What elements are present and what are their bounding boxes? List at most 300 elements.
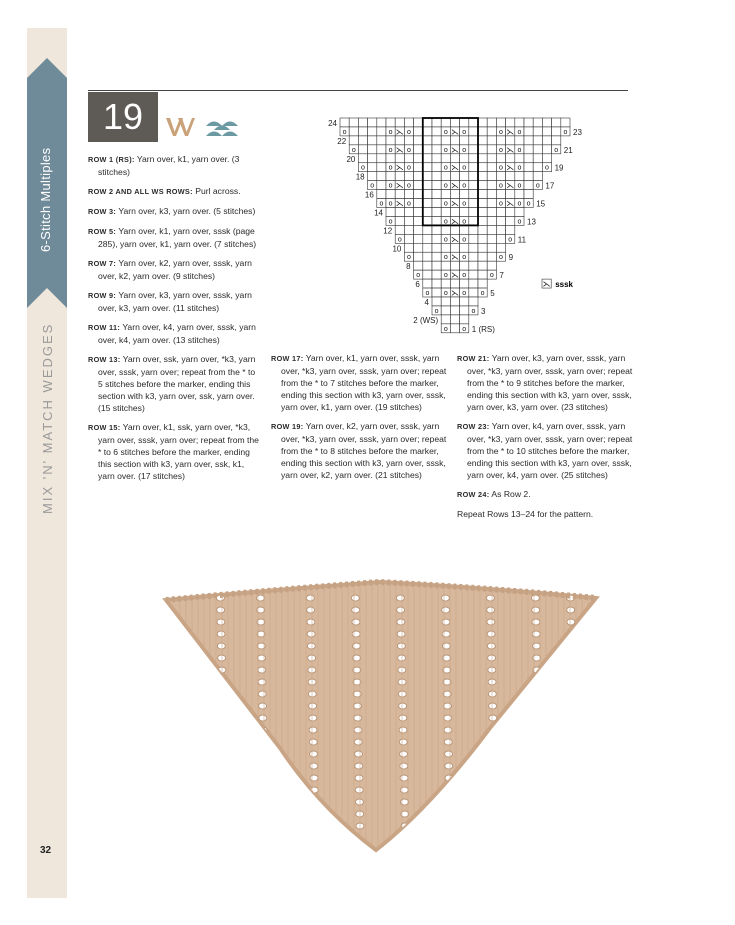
eyelet xyxy=(307,607,315,613)
chart-cell xyxy=(414,208,423,217)
eyelet xyxy=(532,619,540,625)
chart-cell xyxy=(478,136,487,145)
chart-cell xyxy=(432,172,441,181)
eyelet xyxy=(400,751,408,757)
chart-cell xyxy=(432,216,441,225)
eyelet xyxy=(220,775,228,781)
chart-cell xyxy=(368,118,377,127)
chart-cell xyxy=(404,243,413,252)
row-number: 1 (RS) xyxy=(471,324,495,334)
row-number: 17 xyxy=(545,181,555,191)
yo-symbol: o xyxy=(499,182,503,190)
yo-symbol: o xyxy=(407,182,411,190)
eyelet xyxy=(567,619,575,625)
eyelet xyxy=(352,643,360,649)
row-number: 10 xyxy=(392,244,402,254)
eyelet xyxy=(491,823,499,829)
chart-cell xyxy=(561,118,570,127)
sssk-symbol: ⋋ xyxy=(395,127,404,137)
row-label: ROW 17: xyxy=(271,354,304,363)
eyelet xyxy=(261,811,269,817)
chart-cell xyxy=(423,154,432,163)
sssk-symbol: ⋋ xyxy=(451,181,459,191)
eyelet xyxy=(352,619,360,625)
row-number: 21 xyxy=(563,145,573,155)
chart-cell xyxy=(533,118,542,127)
eyelet xyxy=(259,739,267,745)
chart-cell xyxy=(478,199,487,208)
eyelet xyxy=(442,607,450,613)
row-number: 15 xyxy=(536,199,546,209)
yo-symbol: o xyxy=(499,146,503,154)
row-number: 22 xyxy=(337,136,347,146)
row-number: 5 xyxy=(490,289,495,298)
row-number: 20 xyxy=(346,154,356,164)
chart-cell xyxy=(349,136,358,145)
chart-cell xyxy=(515,208,524,217)
row-label: ROW 13: xyxy=(88,355,121,364)
chart-cell xyxy=(386,136,395,145)
chart-cell xyxy=(404,118,413,127)
chart-cell xyxy=(460,118,469,127)
eyelet xyxy=(310,775,318,781)
chart-cell xyxy=(469,252,478,261)
instruction-row xyxy=(88,289,260,314)
chart-cell xyxy=(404,190,413,199)
eyelet xyxy=(446,811,454,817)
sssk-symbol: ⋋ xyxy=(451,199,459,208)
chart-cell xyxy=(404,136,413,145)
row-label: ROW 15: xyxy=(88,423,121,432)
chart-cell xyxy=(432,199,441,208)
chart-cell xyxy=(506,216,515,225)
eyelet xyxy=(570,763,578,769)
chart-cell xyxy=(423,136,432,145)
chart-cell xyxy=(377,118,386,127)
chart-cell xyxy=(506,225,515,234)
eyelet xyxy=(260,763,268,769)
chart-cell xyxy=(496,216,505,225)
row-number: 19 xyxy=(554,163,564,173)
eyelet xyxy=(354,715,362,721)
row-label: ROW 1 (RS): xyxy=(88,155,135,164)
yo-symbol: o xyxy=(462,218,467,226)
eyelet xyxy=(354,727,362,733)
row-label: ROW 2 AND ALL WS ROWS: xyxy=(88,187,193,196)
row-text: Yarn over, k4, yarn over, sssk, yarn over, *k3, yarn over, sssk, yarn over; repeat from the * to 10 stitches before the marker, ending this section with k3, yarn over, sssk, yarn over, k4, yarn over. (25 stitches) xyxy=(467,421,633,480)
chart-cell xyxy=(469,181,478,190)
eyelet xyxy=(442,643,450,649)
yo-symbol: o xyxy=(407,200,411,208)
instruction-row xyxy=(88,421,260,482)
sssk-symbol: ⋋ xyxy=(451,270,459,280)
chart-cell xyxy=(469,172,478,181)
chart-cell xyxy=(496,190,505,199)
yo-symbol: o xyxy=(545,164,549,172)
sssk-symbol: ⋋ xyxy=(506,163,515,173)
eyelet xyxy=(489,739,497,745)
chart-cell xyxy=(487,127,496,136)
chart-cell xyxy=(515,154,524,163)
chart-cell xyxy=(524,145,533,154)
chart-cell xyxy=(432,127,441,136)
eyelet xyxy=(306,595,314,601)
chart-cell xyxy=(487,208,496,217)
chart-cell xyxy=(496,234,505,243)
eyelet xyxy=(397,619,405,625)
chart-cell xyxy=(450,136,459,145)
yo-symbol: o xyxy=(443,236,448,244)
eyelet xyxy=(260,799,268,805)
eyelet xyxy=(219,727,227,733)
chart-cell xyxy=(506,172,515,181)
chart-cell xyxy=(469,243,478,252)
eyelet xyxy=(256,595,264,601)
eyelet xyxy=(352,631,360,637)
chart-cell xyxy=(450,172,459,181)
chart-cell xyxy=(441,190,450,199)
eyelet xyxy=(218,655,226,661)
chart-cell xyxy=(395,154,404,163)
eyelet xyxy=(221,823,229,829)
eyelet xyxy=(490,775,498,781)
chart-cell xyxy=(469,190,478,199)
instruction-row xyxy=(88,185,260,198)
chart-cell xyxy=(469,163,478,172)
chart-cell xyxy=(450,154,459,163)
chart-cell xyxy=(524,154,533,163)
chart-cell xyxy=(515,136,524,145)
chart-cell xyxy=(414,118,423,127)
category-label: 6-Stitch Multiples xyxy=(38,147,53,252)
chart-cell xyxy=(423,190,432,199)
chart-cell xyxy=(533,145,542,154)
chart-cell xyxy=(478,118,487,127)
chart-cell xyxy=(524,136,533,145)
chart-cell xyxy=(478,163,487,172)
sssk-symbol: ⋋ xyxy=(451,216,459,226)
eyelet xyxy=(309,715,317,721)
yo-symbol: o xyxy=(462,146,467,154)
chart-cell xyxy=(460,243,469,252)
chart-cell xyxy=(469,225,478,234)
chart-cell xyxy=(358,127,367,136)
chart-cell xyxy=(377,127,386,136)
chart-cell xyxy=(524,118,533,127)
eyelet xyxy=(400,787,408,793)
chart-cell xyxy=(552,127,561,136)
row-text: Yarn over, k1, yarn over, sssk, yarn over, *k3, yarn over, sssk, yarn over; repeat from the * to 7 stitches before the marker, ending this section with k3, yarn over, sssk, yarn over, k1, yarn over. (19 stitches) xyxy=(281,353,447,412)
chart-cell xyxy=(423,216,432,225)
eyelet xyxy=(445,751,453,757)
chart-cell xyxy=(404,172,413,181)
chart-cell xyxy=(524,127,533,136)
yo-symbol: o xyxy=(535,182,540,190)
row-number: 24 xyxy=(328,118,337,128)
chart-cell xyxy=(441,297,450,306)
chart-cell xyxy=(377,163,386,172)
eyelet xyxy=(259,715,267,721)
eyelet xyxy=(307,643,315,649)
yo-symbol: o xyxy=(443,325,448,333)
chart-cell xyxy=(487,190,496,199)
row-number: 16 xyxy=(364,190,374,200)
instructions-col3 xyxy=(457,352,633,520)
eyelet xyxy=(534,703,542,709)
eyelet xyxy=(568,679,576,685)
chart-cell xyxy=(414,190,423,199)
yo-symbol: o xyxy=(526,200,531,208)
yo-symbol: o xyxy=(508,236,513,244)
yo-symbol: o xyxy=(462,254,467,262)
row-label: ROW 9: xyxy=(88,291,117,300)
chart-cell xyxy=(460,279,469,288)
yo-symbol: o xyxy=(462,236,467,244)
chart-cell xyxy=(368,172,377,181)
row-label: ROW 19: xyxy=(271,422,304,431)
chart-cell xyxy=(478,270,487,279)
chart-cell xyxy=(469,270,478,279)
chart-cell xyxy=(533,136,542,145)
chart-cell xyxy=(377,172,386,181)
eyelet xyxy=(400,775,408,781)
eyelet xyxy=(568,667,576,673)
row-text: Yarn over, k4, yarn over, sssk, yarn over, k4, yarn over. (13 stitches) xyxy=(98,322,256,345)
knitted-wedge-photo xyxy=(160,578,600,858)
chart-cell xyxy=(542,145,551,154)
yo-symbol: o xyxy=(351,146,356,154)
chart-cell xyxy=(487,243,496,252)
eyelet xyxy=(400,799,408,805)
chart-cell xyxy=(423,234,432,243)
chart-cell xyxy=(423,127,432,136)
chart-cell xyxy=(414,163,423,172)
chart-cell xyxy=(395,216,404,225)
chart-cell xyxy=(450,306,459,315)
eyelet xyxy=(219,703,227,709)
chart-cell xyxy=(368,163,377,172)
chart-cell xyxy=(441,154,450,163)
chart-cell xyxy=(487,145,496,154)
chart-cell xyxy=(469,208,478,217)
chart-cell xyxy=(404,208,413,217)
eyelet xyxy=(220,799,228,805)
eyelet xyxy=(534,727,542,733)
yo-symbol: o xyxy=(443,290,448,297)
chart-cell xyxy=(460,136,469,145)
chart-cell xyxy=(478,225,487,234)
eyelet xyxy=(442,631,450,637)
eyelet xyxy=(535,787,543,793)
chart-cell xyxy=(368,127,377,136)
yo-symbol: o xyxy=(517,164,522,172)
row-text: Yarn over, k3, yarn over. (5 stitches) xyxy=(116,206,256,216)
chart-cell xyxy=(441,315,450,324)
eyelet xyxy=(532,631,540,637)
eyelet xyxy=(571,823,579,829)
chart-cell xyxy=(404,234,413,243)
chart-cell xyxy=(496,154,505,163)
chart-cell xyxy=(524,172,533,181)
sssk-symbol: ⋋ xyxy=(506,145,515,155)
yo-symbol: o xyxy=(443,164,448,172)
chart-cell xyxy=(395,172,404,181)
eyelet xyxy=(260,775,268,781)
chart-cell xyxy=(552,136,561,145)
chart-cell xyxy=(395,225,404,234)
chart-cell xyxy=(487,261,496,270)
chart-cell xyxy=(358,145,367,154)
yo-symbol: o xyxy=(462,290,467,297)
eyelet xyxy=(355,799,363,805)
yo-symbol: o xyxy=(434,307,439,315)
yo-symbol: o xyxy=(462,272,467,280)
chart-cell xyxy=(496,136,505,145)
legend-label: sssk xyxy=(555,280,573,290)
chart-cell xyxy=(469,136,478,145)
row-label: ROW 3: xyxy=(88,207,117,216)
eyelet xyxy=(568,655,576,661)
chart-cell xyxy=(432,225,441,234)
chart-cell xyxy=(441,306,450,315)
chart-cell xyxy=(358,154,367,163)
eyelet xyxy=(441,595,449,601)
eyelet xyxy=(219,715,227,721)
chart-cell xyxy=(386,118,395,127)
chart-cell xyxy=(432,279,441,288)
chart-cell xyxy=(395,118,404,127)
sssk-symbol: ⋋ xyxy=(451,145,459,155)
eyelet xyxy=(397,643,405,649)
chart-cell xyxy=(414,225,423,234)
chart-cell xyxy=(460,297,469,306)
eyelet xyxy=(309,703,317,709)
chart-cell xyxy=(432,261,441,270)
eyelet xyxy=(536,811,544,817)
chart-cell xyxy=(432,190,441,199)
sssk-symbol: ⋋ xyxy=(395,163,404,173)
yo-symbol: o xyxy=(517,200,522,208)
chart-cell xyxy=(506,190,515,199)
row-text: Yarn over, k2, yarn over, sssk, yarn over, k2, yarn over. (9 stitches) xyxy=(98,258,252,281)
yo-symbol: o xyxy=(443,146,448,154)
eyelet xyxy=(487,631,495,637)
chart-cell xyxy=(432,118,441,127)
instruction-row xyxy=(88,353,260,414)
yo-symbol: o xyxy=(407,128,411,136)
eyelet xyxy=(308,655,316,661)
eyelet xyxy=(397,631,405,637)
chart-cell xyxy=(414,136,423,145)
chart-cell xyxy=(542,136,551,145)
eyelet xyxy=(569,703,577,709)
chart-cell xyxy=(349,127,358,136)
row-text: Purl across. xyxy=(192,186,241,196)
eyelet xyxy=(217,607,225,613)
chart-cell xyxy=(441,208,450,217)
eyelet xyxy=(218,691,226,697)
eyelet xyxy=(351,595,359,601)
eyelet xyxy=(533,691,541,697)
yo-symbol: o xyxy=(388,218,393,226)
chart-cell xyxy=(515,172,524,181)
sssk-symbol: ⋋ xyxy=(395,145,404,155)
row-label: ROW 11: xyxy=(88,323,121,332)
instruction-row xyxy=(88,321,260,346)
chart-cell xyxy=(469,199,478,208)
eyelet xyxy=(532,643,540,649)
chart-cell xyxy=(432,181,441,190)
chart-cell xyxy=(487,154,496,163)
eyelet xyxy=(487,643,495,649)
yo-symbol: o xyxy=(462,200,467,208)
eyelet xyxy=(534,715,542,721)
chart-cell xyxy=(423,279,432,288)
yo-symbol: o xyxy=(407,254,411,262)
eyelet xyxy=(260,787,268,793)
chart-cell xyxy=(377,154,386,163)
chart-cell xyxy=(478,172,487,181)
eyelet xyxy=(258,655,266,661)
chart-cell xyxy=(460,225,469,234)
eyelet xyxy=(487,607,495,613)
yo-symbol: o xyxy=(388,200,393,208)
chart-cell xyxy=(423,252,432,261)
sssk-symbol: ⋋ xyxy=(395,199,404,208)
eyelet xyxy=(488,655,496,661)
chart-cell xyxy=(423,208,432,217)
page-number: 32 xyxy=(40,845,52,856)
repeat-note: Repeat Rows 13–24 for the pattern. xyxy=(457,509,594,519)
chart-cell xyxy=(460,315,469,324)
eyelet xyxy=(217,631,225,637)
eyelet xyxy=(397,607,405,613)
row-label: ROW 24: xyxy=(457,490,490,499)
chart-cell xyxy=(423,225,432,234)
chart-cell xyxy=(414,181,423,190)
yo-symbol: o xyxy=(379,200,384,208)
eyelet xyxy=(533,679,541,685)
eyelet xyxy=(355,775,363,781)
eyelet xyxy=(444,715,452,721)
chart-cell xyxy=(414,172,423,181)
chart-cell xyxy=(358,136,367,145)
chart-cell xyxy=(533,172,542,181)
yo-symbol: o xyxy=(517,146,522,154)
eyelet xyxy=(310,751,318,757)
chart-cell xyxy=(441,118,450,127)
chart-cell xyxy=(469,279,478,288)
row-number: 14 xyxy=(374,208,383,218)
chart-cell xyxy=(487,252,496,261)
chart-cell xyxy=(423,270,432,279)
row-text: Yarn over, ssk, yarn over, *k3, yarn over, sssk, yarn over; repeat from the * to 5 stitches before the marker, ending this section with k3, yarn over, ssk, yarn over. (15 stitches) xyxy=(98,354,256,413)
eyelet xyxy=(486,595,494,601)
chart-cell xyxy=(423,199,432,208)
eyelet xyxy=(260,751,268,757)
chart-cell xyxy=(414,216,423,225)
chart-cell xyxy=(423,243,432,252)
sssk-symbol: ⋋ xyxy=(395,181,404,191)
yo-symbol: o xyxy=(342,128,347,136)
chart-cell xyxy=(469,234,478,243)
eyelet xyxy=(258,667,266,673)
row-number: 8 xyxy=(406,262,411,272)
chart-cell xyxy=(386,172,395,181)
eyelet xyxy=(445,799,453,805)
eyelet xyxy=(444,703,452,709)
chart-cell xyxy=(515,190,524,199)
